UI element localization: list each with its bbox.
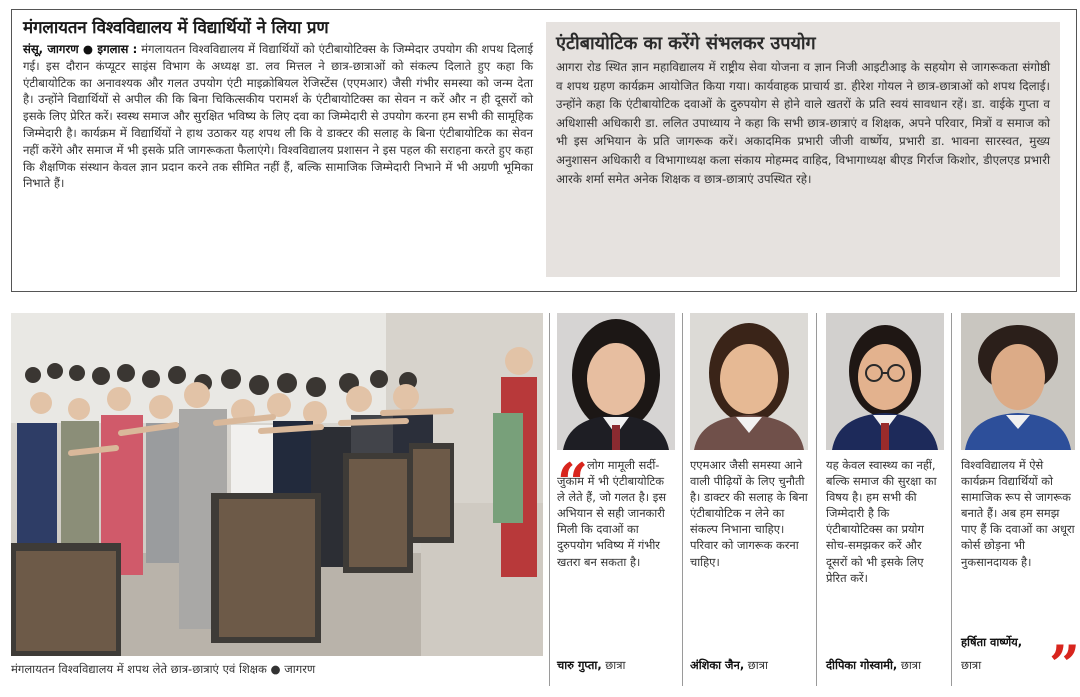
portrait-photo [961,313,1075,450]
right-article [546,22,1060,277]
opinion-card [690,313,808,688]
quote-close-icon: ” [1049,633,1080,697]
person-role: छात्रा [605,658,626,672]
opinion-name [961,635,1022,650]
opinion-quote: विश्वविद्यालय में ऐसे कार्यक्रम विद्यार्थियों को सामाजिक रूप से जागरूक बनाते हैं। अब हम समझ पाए हैं कि दवाओं का अधूरा कोर्स छोड़ना भी नुकसानदायक है। [961,458,1075,569]
opinion-card [557,313,675,688]
opinion-quote: यह केवल स्वास्थ्य का नहीं, बल्कि समाज की सुरक्षा का विषय है। हम सभी की जिम्मेदारी है कि एंटीबायोटिक्स का प्रयोग सोच-समझकर करें और दूसरों को भी इसके लिए प्रेरित करें। [826,458,937,585]
portrait-photo [690,313,808,450]
column-divider [816,313,817,686]
person-name: अंशिका जैन, [690,658,745,672]
person-role: छात्रा [961,658,982,672]
opinion-name [690,658,768,673]
left-article-text: मंगलायतन विश्वविद्यालय में विद्यार्थियों को एंटीबायोटिक्स के जिम्मेदार उपयोग की शपथ दिलाई गई। इस दौरान कंप्यूटर साइंस विभाग के अध्यक्ष डा. लव मित्तल ने छात्र-छात्राओं को संकल्प दिलाते हुए कहा कि एंटीबायोटिक का अनावश्यक और गलत उपयोग एंटी माइक्रोबियल रेजिस्टेंस (एएमआर) जैसी गंभीर समस्या को जन्म देता है। उन्होंने विद्यार्थियों से अपील की कि बिना चिकित्सकीय परामर्श के एंटीबायोटिक्स का सेवन न करें और न ही दूसरों को इसके लिए प्रेरित करें। स्वस्थ समाज और सुरक्षित भविष्य के लिए दवा का जिम्मेदारी से उपयोग करना हम सभी की सामूहिक जिम्मेदारी है। कार्यक्रम में विद्यार्थियों ने हाथ उठाकर यह शपथ ली कि वे डाक्टर की सलाह के बिना एंटीबायोटिक का सेवन नहीं करेंगे और समाज में भी इसके प्रति जागरूकता फैलाएंगे। विश्वविद्यालय प्रशासन ने इस पहल की सराहना करते हुए कहा कि शैक्षणिक संस्थान केवल ज्ञान प्रदान करने तक सीमित नहीं हैं, बल्कि सामाजिक जिम्मेदारी निभाने में भी अग्रणी भूमिका निभाते हैं। [23,42,534,191]
opinion-quote: लोग मामूली सर्दी-जुकाम में भी एंटीबायोटिक ले लेते हैं, जो गलत है। इस अभियान से सही जानकारी मिली कि दवाओं का दुरुपयोग भविष्य में गंभीर खतरा बन सकता है। [557,458,667,569]
person-role: छात्रा [747,658,768,672]
right-article-body: आगरा रोड स्थित ज्ञान महाविद्यालय में राष्ट्रीय सेवा योजना व ज्ञान निजी आइटीआइ के सहयोग से जागरूकता संगोष्ठी व शपथ ग्रहण कार्यक्रम आयोजित किया गया। कार्यवाहक प्राचार्य डा. हीरेश गोयल ने छात्र-छात्राओं को शपथ दिलाई। उन्होंने कहा कि एंटीबायोटिक दवाओं के दुरुपयोग से होने वाले खतरों के प्रति स्वयं सावधान रहें। डा. वाईके गुप्ता व अधिशासी अधिकारी डा. ललित उपाध्याय ने कहा कि सभी छात्र-छात्राएं व शिक्षक, अपने परिवार, मित्रों व समाज को भी इस अभियान के प्रति जागरूक करें। अकादमिक प्रभारी जीजी वार्ष्णेय, प्रभारी डा. भावना सारस्वत, मुख्य अनुशासन अधिकारी व विभागाध्यक्ष कला संकाय मोहम्मद वाहिद, विभागाध्यक्ष बीएड गिर्राज किशोर, डीएलएड प्रभारी आरके शर्मा समेत अनेक शिक्षक व छात्र-छात्राएं उपस्थित रहे। [556,60,1050,186]
person-name: चारु गुप्ता, [557,658,602,672]
person-name: हर्षिता वार्ष्णेय, [961,635,1023,649]
column-divider [549,313,550,686]
opinion-card [826,313,944,688]
column-divider [682,313,683,686]
opinion-name [826,658,921,673]
quote-open-icon: “ [557,451,589,515]
photo-caption: मंगलायतन विश्वविद्यालय में शपथ लेते छात्र-छात्राएं एवं शिक्षक ● जागरण [11,662,316,676]
right-headline: एंटीबायोटिक का करेंगे संभलकर उपयोग [556,33,816,54]
column-divider [951,313,952,686]
person-role: छात्रा [900,658,922,672]
opinion-quote: एएमआर जैसी समस्या आने वाली पीढ़ियों के लिए चुनौती है। डाक्टर की सलाह के बिना एंटीबायोटिक न लेने का संकल्प निभाना चाहिए। परिवार को जागरूक करना चाहिए। [690,458,808,569]
opinion-name [557,658,625,673]
portrait-photo [557,313,675,450]
left-headline: मंगलायतन विश्वविद्यालय में विद्यार्थियों ने लिया प्रण [23,18,329,38]
dateline: संसू, जागरण ● इगलास : [23,42,138,56]
group-oath-photo [11,313,543,656]
left-article-body [23,41,533,192]
opinion-card [961,313,1080,697]
portrait-photo [826,313,944,450]
opinion-role [961,658,981,673]
person-name: दीपिका गोस्वामी, [826,658,898,672]
left-article [23,15,533,285]
